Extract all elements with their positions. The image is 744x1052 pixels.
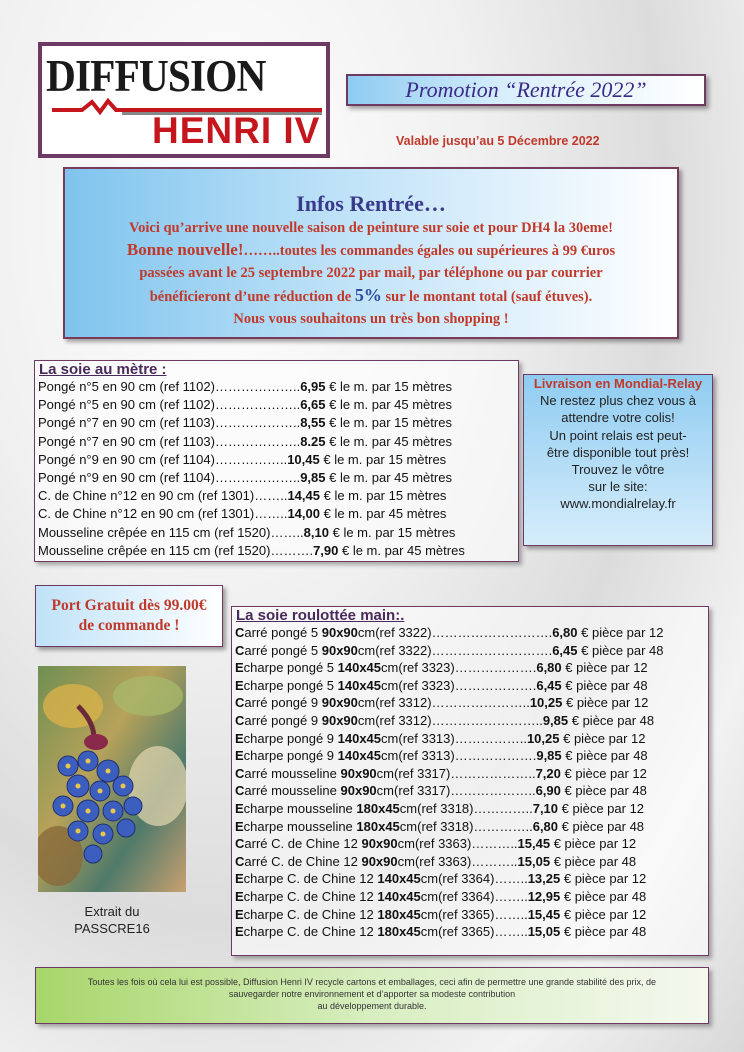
row-initial: E: [235, 660, 244, 676]
row-initial: C: [235, 765, 245, 781]
price-row: [38, 487, 518, 505]
row-name: charpe mousseline: [243, 800, 357, 816]
row-initial: E: [235, 871, 244, 887]
row-description: Mousseline crêpée en 115 cm (ref 1520)……….: [38, 542, 314, 558]
row-price: 9,85: [542, 712, 569, 728]
row-size: 90x90: [361, 836, 398, 852]
price-row: [38, 396, 518, 414]
price-row: [235, 712, 708, 730]
row-unit: € pièce par 48: [550, 853, 637, 869]
row-name: charpe pongé 5: [243, 660, 338, 676]
price-row: [38, 433, 518, 451]
caption-line-2: PASSCRE16: [74, 921, 150, 936]
row-price: 10,25: [529, 695, 563, 711]
row-size: 140x45: [337, 677, 382, 693]
price-row: [235, 782, 708, 800]
relay-text: Un point relais est peut-: [549, 427, 687, 443]
footer-line-1: Toutes les fois où cela lui est possible, Diffusion Henri IV recycle cartons et emballages, ceci afin de permettre une grande stabilité des prix, de: [87, 977, 657, 987]
row-description: C. de Chine n°12 en 90 cm (ref 1301)……..: [38, 506, 288, 522]
row-unit: € pièce par 12: [562, 695, 649, 711]
row-unit: € pièce par 12: [560, 765, 647, 781]
row-price: 6,65: [300, 397, 326, 413]
row-price: 6,45: [552, 642, 578, 658]
footer-line-3: au développement durable.: [317, 1001, 427, 1011]
price-row: [235, 765, 708, 783]
row-price: 9,85: [300, 470, 326, 486]
row-size: 90x90: [361, 853, 398, 869]
row-reference: cm(ref 3363)………..: [397, 853, 518, 869]
mondial-relay-box: [523, 374, 713, 546]
row-reference: cm(ref 3365)……..: [420, 924, 528, 940]
price-row: [235, 642, 708, 660]
row-size: 140x45: [377, 871, 421, 887]
row-size: 180x45: [377, 906, 421, 922]
row-unit: € pièce par 12: [577, 625, 664, 640]
row-description: Pongé n°7 en 90 cm (ref 1103)………………..: [38, 433, 301, 449]
price-row: [38, 414, 518, 432]
row-initial: C: [235, 642, 245, 658]
row-unit: € le m. par 45 mètres: [319, 506, 447, 522]
row-price: 8,55: [300, 415, 326, 431]
row-size: 90x90: [321, 642, 358, 658]
row-unit: € pièce par 12: [560, 871, 647, 887]
price-row: [38, 378, 518, 396]
row-reference: cm(ref 3318)…………..: [399, 818, 533, 834]
relay-text: sur le site:: [588, 479, 648, 495]
caption-line-1: Extrait du: [84, 904, 140, 919]
infos-box: [63, 167, 679, 339]
row-price: 8.25: [300, 433, 326, 449]
price-row: [235, 730, 708, 748]
price-row: [235, 659, 708, 677]
row-price: 8,10: [303, 524, 329, 540]
row-price: 7,20: [535, 765, 561, 781]
row-name: arré pongé 5: [244, 625, 322, 640]
row-initial: E: [235, 818, 244, 834]
price-row: [235, 677, 708, 695]
free-shipping-box: [35, 585, 223, 647]
relay-url[interactable]: www.mondialrelay.fr: [560, 496, 676, 512]
row-description: Mousseline crêpée en 115 cm (ref 1520)……..: [38, 524, 304, 540]
row-initial: E: [235, 924, 244, 940]
silk-painting-image: [38, 666, 186, 892]
row-unit: € pièce par 12: [560, 906, 647, 922]
row-description: Pongé n°9 en 90 cm (ref 1104)……………..: [38, 451, 288, 467]
row-unit: € pièce par 12: [559, 730, 646, 746]
infos-line-1: Voici qu’arrive une nouvelle saison de peinture sur soie et pour DH4 la 30eme!: [128, 220, 613, 236]
row-name: charpe pongé 9: [243, 748, 338, 764]
row-size: 180x45: [377, 924, 421, 940]
free-shipping-line-1: Port Gratuit dès 99.00€: [51, 597, 207, 614]
relay-text: être disponible tout près!: [546, 444, 690, 460]
row-description: Pongé n°5 en 90 cm (ref 1102)………………..: [38, 397, 301, 413]
price-row: [235, 923, 708, 941]
price-row: [235, 694, 708, 712]
row-name: charpe C. de Chine 12: [243, 924, 378, 940]
row-unit: € pièce par 12: [550, 836, 637, 852]
footer-line-2: sauvegarder notre environnement et d’apporter sa modeste contribution: [228, 989, 516, 999]
row-price: 6,80: [552, 625, 578, 640]
row-unit: € le m. par 15 mètres: [319, 451, 447, 467]
row-reference: cm(ref 3312)……………………..: [357, 712, 543, 728]
promo-validity: Valable jusqu’au 5 Décembre 2022: [396, 134, 600, 148]
row-price: 7,90: [313, 542, 339, 558]
infos-line-4: bénéficieront d’une réduction de 5% sur le montant total (sauf étuves).: [149, 285, 593, 305]
price-row: [235, 835, 708, 853]
row-name: arré C. de Chine 12: [244, 836, 362, 852]
row-initial: C: [235, 783, 245, 799]
row-reference: cm(ref 3317)………………..: [376, 765, 536, 781]
row-price: 14,45: [287, 488, 320, 504]
row-initial: E: [235, 748, 244, 764]
row-name: charpe C. de Chine 12: [243, 888, 378, 904]
price-row: [235, 747, 708, 765]
row-initial: E: [235, 888, 244, 904]
row-size: 90x90: [340, 765, 377, 781]
row-name: arré mousseline: [244, 783, 341, 799]
free-shipping-line-2: de commande !: [78, 617, 180, 634]
row-size: 180x45: [356, 800, 400, 816]
row-size: 140x45: [337, 730, 382, 746]
company-logo: [38, 42, 330, 158]
row-unit: € le m. par 45 mètres: [325, 433, 452, 449]
row-name: arré pongé 5: [244, 642, 322, 658]
row-price: 10,25: [526, 730, 560, 746]
infos-line-5: Nous vous souhaitons un très bon shopping !: [233, 311, 509, 327]
row-reference: cm(ref 3323)……………….: [381, 677, 537, 693]
price-row: [235, 870, 708, 888]
row-reference: cm(ref 3322)……………………….: [357, 642, 553, 658]
relay-text: Ne restez plus chez vous à: [539, 393, 697, 409]
row-initial: E: [235, 677, 244, 693]
row-reference: cm(ref 3364)……..: [420, 871, 528, 887]
row-initial: C: [235, 695, 245, 711]
row-price: 6,80: [536, 660, 562, 676]
row-reference: cm(ref 3313)……………….: [381, 748, 537, 764]
row-initial: E: [235, 730, 244, 746]
row-unit: € pièce par 48: [560, 888, 647, 904]
row-unit: € le m. par 45 mètres: [325, 470, 452, 486]
row-price: 6,80: [532, 818, 559, 834]
footer-note: [35, 967, 709, 1024]
row-initial: C: [235, 625, 245, 640]
section-title: La soie roulottée main:.: [236, 607, 405, 624]
row-name: charpe pongé 9: [243, 730, 338, 746]
row-unit: € pièce par 12: [558, 800, 645, 816]
row-unit: € pièce par 48: [577, 642, 664, 658]
row-description: Pongé n°9 en 90 cm (ref 1104)………………..: [38, 470, 301, 486]
row-reference: cm(ref 3312)…………………..: [357, 695, 530, 711]
price-row: [235, 800, 708, 818]
row-price: 7,10: [532, 800, 559, 816]
price-row: [38, 451, 518, 469]
image-caption: [38, 903, 186, 937]
row-reference: cm(ref 3313)……………..: [381, 730, 527, 746]
row-initial: E: [235, 906, 244, 922]
row-reference: cm(ref 3318)…………..: [399, 800, 533, 816]
row-price: 14,00: [287, 506, 320, 522]
row-price: 6,90: [535, 783, 561, 799]
infos-title: Infos Rentrée…: [296, 191, 446, 216]
row-unit: € le m. par 15 mètres: [325, 379, 452, 394]
row-unit: € pièce par 48: [561, 748, 648, 764]
price-row: [235, 906, 708, 924]
row-unit: € pièce par 48: [558, 818, 645, 834]
row-unit: € le m. par 45 mètres: [325, 397, 452, 413]
row-initial: C: [235, 836, 245, 852]
row-unit: € le m. par 15 mètres: [325, 415, 452, 431]
silk-per-metre-section: [34, 360, 519, 562]
row-name: arré C. de Chine 12: [244, 853, 362, 869]
row-reference: cm(ref 3365)……..: [420, 906, 528, 922]
section-title: La soie au mètre :: [39, 361, 167, 378]
row-unit: € pièce par 48: [560, 783, 647, 799]
row-size: 90x90: [340, 783, 377, 799]
row-unit: € le m. par 45 mètres: [338, 542, 465, 558]
row-size: 140x45: [337, 748, 382, 764]
price-row: [235, 888, 708, 906]
row-name: charpe mousseline: [243, 818, 357, 834]
row-name: charpe C. de Chine 12: [243, 871, 378, 887]
row-reference: cm(ref 3322)……………………….: [357, 625, 553, 640]
row-price: 13,25: [527, 871, 561, 887]
row-size: 140x45: [377, 888, 421, 904]
relay-title: Livraison en Mondial-Relay: [533, 376, 703, 391]
row-price: 15,45: [527, 906, 561, 922]
row-price: 15,05: [517, 853, 551, 869]
price-row: [235, 818, 708, 836]
price-row: [38, 524, 518, 542]
row-description: Pongé n°5 en 90 cm (ref 1102)………………..: [38, 379, 301, 394]
promo-title: Promotion “Rentrée 2022”: [346, 74, 706, 106]
row-price: 15,05: [527, 924, 561, 940]
row-price: 12,95: [527, 888, 561, 904]
row-reference: cm(ref 3363)………..: [397, 836, 518, 852]
row-initial: E: [235, 800, 244, 816]
row-description: Pongé n°7 en 90 cm (ref 1103)………………..: [38, 415, 301, 431]
row-size: 140x45: [337, 660, 382, 676]
price-row: [235, 853, 708, 871]
row-initial: C: [235, 712, 245, 728]
row-name: arré mousseline: [244, 765, 341, 781]
row-unit: € le m. par 15 mètres: [328, 524, 456, 540]
row-price: 6,95: [300, 379, 326, 394]
row-price: 6,45: [536, 677, 562, 693]
infos-line-2: Bonne nouvelle!……..toutes les commandes égales ou supérieures à 99 €uros: [126, 240, 616, 259]
relay-text: Trouvez le vôtre: [571, 462, 665, 478]
row-price: 15,45: [517, 836, 551, 852]
row-price: 9,85: [536, 748, 562, 764]
row-size: 180x45: [356, 818, 400, 834]
logo-diffusion-text: DIFFUSION: [46, 51, 266, 101]
row-reference: cm(ref 3364)……..: [420, 888, 528, 904]
price-row: [38, 469, 518, 487]
row-reference: cm(ref 3317)………………..: [376, 783, 536, 799]
row-name: charpe pongé 5: [243, 677, 338, 693]
logo-henri-text: HENRI IV: [152, 110, 321, 151]
price-row: [38, 505, 518, 523]
row-unit: € pièce par 48: [568, 712, 655, 728]
relay-text: attendre votre colis!: [561, 410, 675, 426]
row-price: 10,45: [287, 451, 320, 467]
row-unit: € pièce par 12: [561, 660, 648, 676]
row-size: 90x90: [321, 695, 358, 711]
row-description: C. de Chine n°12 en 90 cm (ref 1301)……..: [38, 488, 288, 504]
rolled-silk-section: [231, 606, 709, 956]
row-size: 90x90: [321, 712, 358, 728]
row-unit: € pièce par 48: [561, 677, 648, 693]
row-unit: € pièce par 48: [560, 924, 647, 940]
row-size: 90x90: [321, 625, 358, 640]
row-unit: € le m. par 15 mètres: [319, 488, 447, 504]
row-name: arré pongé 9: [244, 695, 322, 711]
row-initial: C: [235, 853, 245, 869]
price-row: [38, 542, 518, 560]
infos-line-3: passées avant le 25 septembre 2022 par mail, par téléphone ou par courrier: [139, 265, 603, 281]
row-reference: cm(ref 3323)……………….: [381, 660, 537, 676]
row-name: charpe C. de Chine 12: [243, 906, 378, 922]
price-row: [235, 624, 708, 642]
row-name: arré pongé 9: [244, 712, 322, 728]
